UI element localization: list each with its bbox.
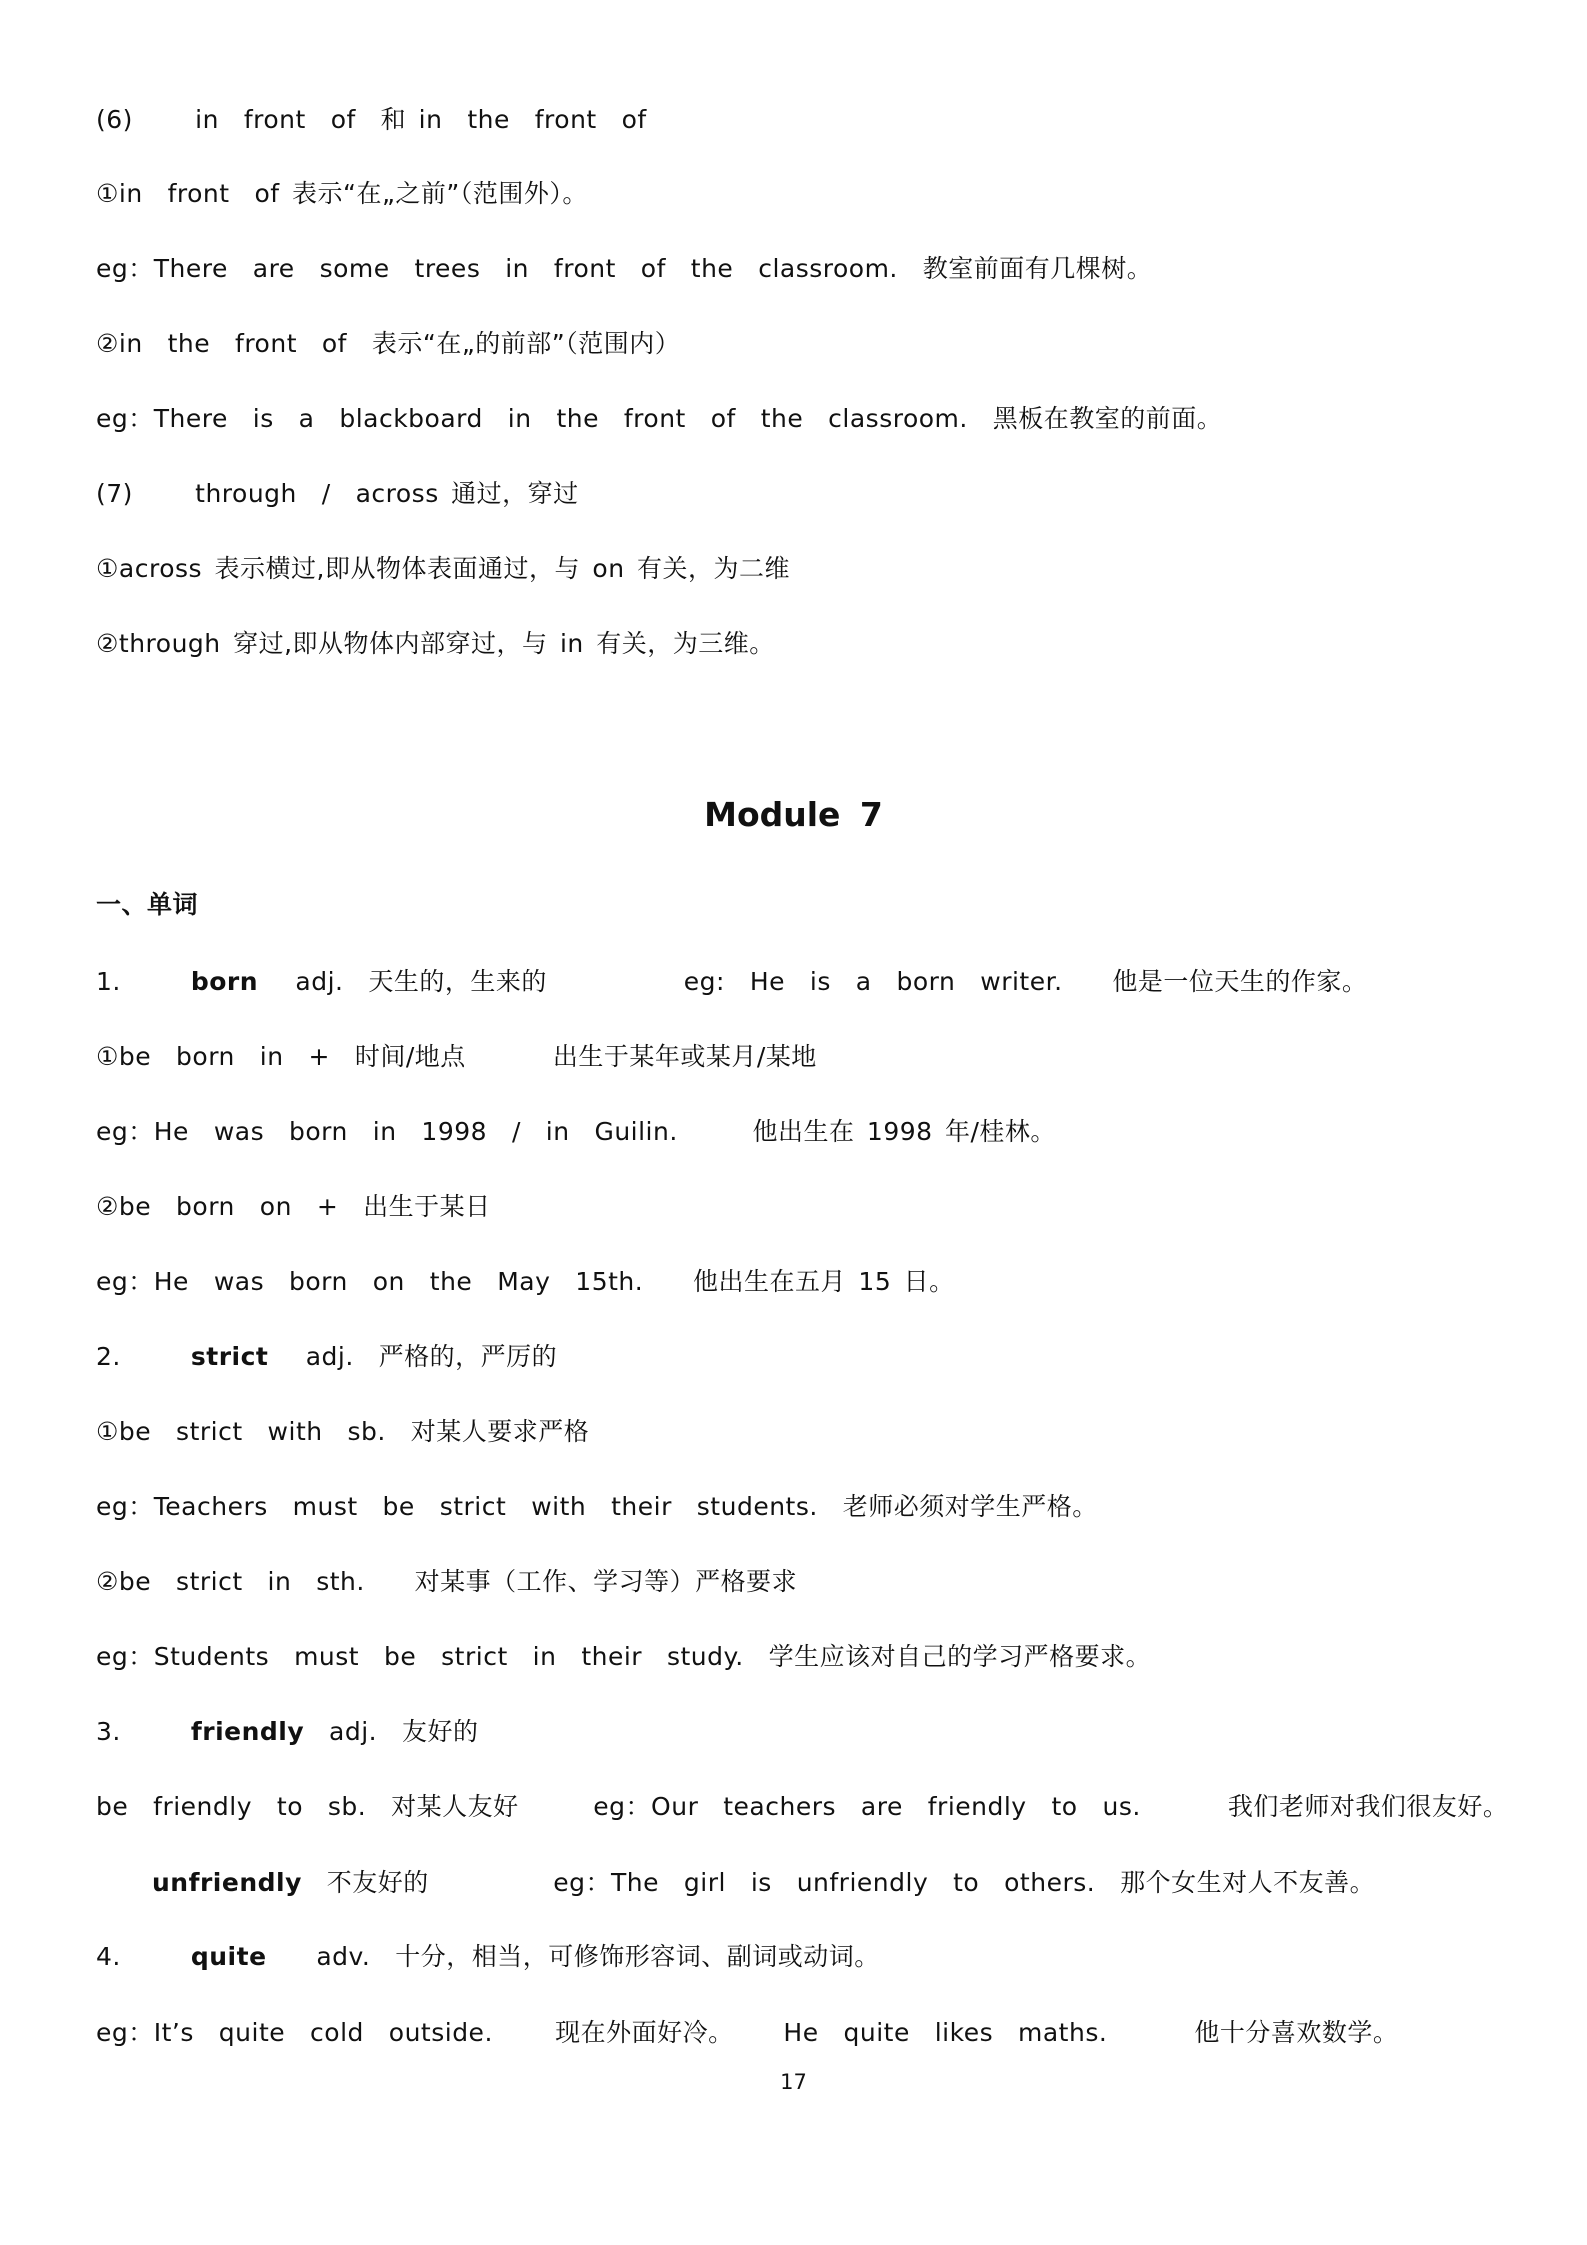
- word-1-definition: adj. 天生的，生来的 eg: He is a born writer. 他是一位天生的作家。: [258, 967, 1368, 996]
- section-label: 一、单词: [96, 890, 199, 919]
- word-2-headword: strict: [190, 1342, 269, 1371]
- word-2-definition: adj. 严格的，严厉的: [268, 1342, 558, 1371]
- item-6-point-b: ②in the front of 表示“在„的前部”（范围内）: [96, 329, 681, 358]
- word-3-usage-b: [152, 1866, 1375, 1900]
- word-1-entry: [96, 965, 1367, 999]
- word-3-entry: [96, 1715, 479, 1749]
- word-2-number: 2.: [96, 1342, 121, 1371]
- word-2-entry: [96, 1340, 557, 1374]
- item-7-title: (7) through / across 通过，穿过: [96, 479, 579, 508]
- item-6-point-a-example: eg：There are some trees in front of the classroom. 教室前面有几棵树。: [96, 254, 1153, 283]
- word-4-entry: [96, 1940, 880, 1974]
- item-6-point-a: ①in front of 表示“在„之前”（范围外）。: [96, 179, 588, 208]
- item-7-point-b: ②through 穿过,即从物体内部穿过，与 in 有关，为三维。: [96, 629, 775, 658]
- word-2-usage-b: ②be strict in sth. 对某事（工作、学习等）严格要求: [96, 1567, 798, 1596]
- word-3-headword: friendly: [190, 1717, 305, 1746]
- word-2-usage-a: ①be strict with sb. 对某人要求严格: [96, 1417, 590, 1446]
- word-2-usage-a-example: eg：Teachers must be strict with their students. 老师必须对学生严格。: [96, 1492, 1098, 1521]
- word-1-usage-a-example: eg：He was born in 1998 / in Guilin. 他出生在 1998 年/桂林。: [96, 1117, 1056, 1146]
- word-3-usage-a: be friendly to sb. 对某人友好 eg：Our teachers are friendly to us. 我们老师对我们很友好。: [96, 1792, 1509, 1821]
- word-4-example: eg：It’s quite cold outside. 现在外面好冷。 He quite likes maths. 他十分喜欢数学。: [96, 2018, 1399, 2047]
- item-7-point-a: ①across 表示横过,即从物体表面通过，与 on 有关，为二维: [96, 554, 790, 583]
- item-6-title: (6) in front of 和 in the front of: [96, 105, 647, 134]
- word-1-usage-b: ②be born on + 出生于某日: [96, 1192, 491, 1221]
- page-number: 17: [780, 2070, 807, 2094]
- word-1-usage-a: ①be born in + 时间/地点 出生于某年或某月/某地: [96, 1042, 817, 1071]
- item-6-point-b-example: eg：There is a blackboard in the front of the classroom. 黑板在教室的前面。: [96, 404, 1223, 433]
- word-4-definition: adv. 十分，相当，可修饰形容词、副词或动词。: [266, 1942, 880, 1971]
- word-1-number: 1.: [96, 967, 121, 996]
- word-1-usage-b-example: eg：He was born on the May 15th. 他出生在五月 15 日。: [96, 1267, 955, 1296]
- word-3-antonym: unfriendly: [152, 1868, 302, 1897]
- word-3-definition: adj. 友好的: [304, 1717, 479, 1746]
- word-2-usage-b-example: eg：Students must be strict in their study. 学生应该对自己的学习严格要求。: [96, 1642, 1152, 1671]
- module-heading: Module 7: [704, 795, 883, 834]
- word-3-number: 3.: [96, 1717, 121, 1746]
- word-1-headword: born: [190, 967, 259, 996]
- word-4-number: 4.: [96, 1942, 121, 1971]
- word-3-antonym-definition: 不友好的 eg：The girl is unfriendly to others. 那个女生对人不友善。: [301, 1868, 1376, 1897]
- word-4-headword: quite: [190, 1942, 267, 1971]
